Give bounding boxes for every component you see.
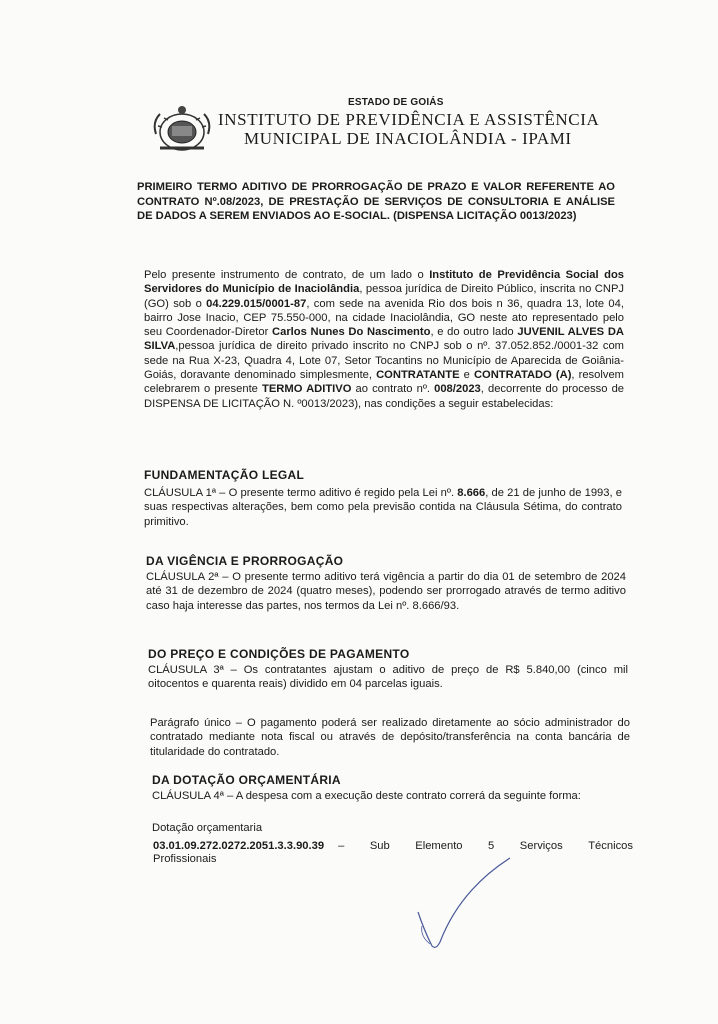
section-heading-preco: DO PREÇO E CONDIÇÕES DE PAGAMENTO: [148, 647, 410, 661]
budget-line-continuation: Profissionais: [153, 853, 217, 865]
clause-1: CLÁUSULA 1ª – O presente termo aditivo é regido pela Lei nº. 8.666, de 21 de junho de 1993, e suas respectivas alterações, bem como pela previsão contida na Cláusula Sétima, do contrato primitivo.: [144, 487, 622, 528]
intro-paragraph: Pelo presente instrumento de contrato, de um lado o Instituto de Previdência Social dos Servidores do Município de Inaciolândia, pessoa jurídica de Direito Público, inscrita no CNPJ (GO) sob o 04.229.015/0001-87, com sede na avenida Rio dos bois n 36, quadra 13, lote 04, bairro Jose Inacio, CEP 75.550-000, na cidade Inaciolândia, GO neste ato representado pelo seu Coordenador-Diretor Carlos Nunes Do Nascimento, e do outro lado JUVENIL ALVES DA SILVA,pessoa jurídica de direito privado inscrito no CNPJ sob o nº. 37.052.852./0001-32 com sede na Rua X-23, Quadra 4, Lote 07, Setor Tocantins no Município de Aparecida de Goiânia-Goiás, doravante denominado simplesmente, CONTRATANTE e CONTRATADO (A), resolvem celebrarem o presente TERMO ADITIVO ao contrato nº. 008/2023, decorrente do processo de DISPENSA DE LICITAÇÃO N. º0013/2023), nas condições a seguir estabelecidas:: [144, 269, 625, 410]
sole-paragraph: Parágrafo único – O pagamento poderá ser realizado diretamente ao sócio administrador do contratado mediante nota fiscal ou através de depósito/transferência na conta bancária de titularidade do contratado.: [150, 717, 630, 758]
institute-name-line1: INSTITUTO DE PREVIDÊNCIA E ASSISTÊNCIA: [218, 110, 600, 129]
document-title: PRIMEIRO TERMO ADITIVO DE PRORROGAÇÃO DE PRAZO E VALOR REFERENTE AO CONTRATO Nº.08/2023, DE PRESTAÇÃO DE SERVIÇOS DE CONSULTORIA E ANÁLISE DE DADOS A SEREM ENVIADOS AO E-SOCIAL. (DISPENSA LICITAÇÃO 0013/2023): [137, 181, 615, 223]
state-name: ESTADO DE GOIÁS: [348, 97, 444, 108]
budget-label: Dotação orçamentaria: [152, 822, 263, 834]
municipal-coat-of-arms-icon: [150, 104, 214, 158]
clause-3: CLÁUSULA 3ª – Os contratantes ajustam o aditivo de preço de R$ 5.840,00 (cinco mil oitocentos e quarenta reais) dividido em 04 parcelas iguais.: [148, 664, 628, 691]
handwritten-signature-mark: [400, 850, 520, 960]
budget-line: 03.01.09.272.0272.2051.3.3.90.39 – Sub Elemento 5 Serviços Técnicos: [153, 840, 633, 852]
section-heading-dotacao: DA DOTAÇÃO ORÇAMENTÁRIA: [152, 773, 341, 787]
section-heading-vigencia: DA VIGÊNCIA E PRORROGAÇÃO: [146, 554, 344, 568]
clause-2: CLÁUSULA 2ª – O presente termo aditivo terá vigência a partir do dia 01 de setembro de 2024 até 31 de dezembro de 2024 (quatro meses), podendo ser prorrogado através de termo aditivo caso haja interesse das partes, nos termos da Lei nº. 8.666/93.: [146, 571, 626, 612]
budget-code: 03.01.09.272.0272.2051.3.3.90.39: [153, 840, 325, 852]
clause-4: CLÁUSULA 4ª – A despesa com a execução deste contrato correrá da seguinte forma:: [152, 790, 581, 802]
institute-name-line2: MUNICIPAL DE INACIOLÂNDIA - IPAMI: [244, 129, 572, 148]
section-heading-fundamentacao: FUNDAMENTAÇÃO LEGAL: [144, 468, 305, 482]
